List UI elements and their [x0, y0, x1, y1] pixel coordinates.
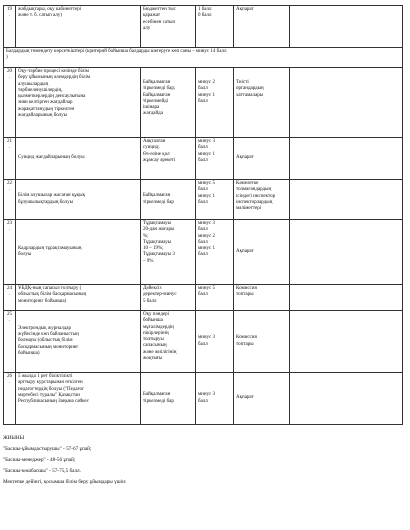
criterion-cell: Оқу-тәрбие процесі кезінде білім беру ұйымының әлемдердің білім алушылардың тәрбиеленушілердің, қызметкерлердің денсаулығына зиян келтірген жағдайлар жарақаттанудың тіркелген жағдайларының болуы	[16, 68, 141, 138]
indicator-cell: Байқалмаған тіркелмеді бар	[141, 180, 196, 220]
source-cell: Комиссия топтары	[234, 285, 290, 311]
empty-cell	[290, 180, 403, 220]
score-cell: минус 5 балл минус 1 балл	[196, 180, 234, 220]
source-cell: Ақпарат	[234, 138, 290, 180]
source-cell: Ақпарат	[234, 373, 290, 425]
totals-notes	[3, 433, 403, 488]
row-number: 25 .	[4, 311, 16, 373]
empty-cell	[290, 285, 403, 311]
totals-line: "Басшы-көшбасшы" - 57-75,5 балл.	[3, 468, 81, 474]
score-cell: минус 3 балл минус 2 балл минус 1 балл	[196, 220, 234, 285]
empty-cell	[290, 6, 403, 48]
empty-cell	[290, 138, 403, 180]
row-number: 23 .	[4, 220, 16, 285]
totals-line: Мектепке дейінгі, қосымша білім беру ұйымдары үшін:	[3, 479, 127, 485]
score-cell: минус 5 балл	[196, 285, 234, 311]
criterion-cell: Суицид жағдайларының болуы	[16, 138, 141, 180]
totals-line: "Басшы-менеджер" - 48-56 ұпай;	[3, 457, 76, 463]
score-cell: минус 3 балл	[196, 373, 234, 425]
score-cell: минус 3 балл	[196, 311, 234, 373]
source-cell: Кәмелетке толмағандардың ісіндегі инспектор інспекторлардың мәліметтері	[234, 180, 290, 220]
table-row	[4, 373, 403, 425]
section-header-row	[4, 48, 403, 68]
score-cell: минус 3 балл минус 1 балл	[196, 138, 234, 180]
criterion-cell: Білім алушылар жасаған құқық бұзушылықтардың болуы	[16, 180, 141, 220]
criterion-cell: 5 жылда 1 рет біліктілікті арттыру курстарынан өткізген педагогтердің болуы ("Педагог мәртебесі туралы" Қазақстан Республикасының Заңына сәйкес	[16, 373, 141, 425]
score-cell: 1 балл 0 балл	[196, 6, 234, 48]
row-number: 20 .	[4, 68, 16, 138]
table-row	[4, 311, 403, 373]
table-row	[4, 285, 403, 311]
indicator-cell: Оқу пәндері бойынша мұғалімдердің пікірлерінің толтыруы сапасының және жиілігінің жоқтығы	[141, 311, 196, 373]
indicator-cell: Аяқталған суицид; Өз-өзіне қол жұмсау әрекеті	[141, 138, 196, 180]
criterion-cell: Кадрлардың тұрақтамауының болуы	[16, 220, 141, 285]
table-row	[4, 180, 403, 220]
empty-cell	[290, 220, 403, 285]
indicator-cell: Бюджеттен тыс қаражат есебінен сатып алу	[141, 6, 196, 48]
indicator-cell: Тұрақтамауы 20-дан жоғары %; Тұрақтамауы 10 – 19%; Тұрақтамауы 3 – 9%	[141, 220, 196, 285]
criterion-cell: ҰБДҚ-ның сапасыз толтыру ( облыстық білім басқармасының мониторинг бойынша)	[16, 285, 141, 311]
row-number: 22 .	[4, 180, 16, 220]
row-number: 21 .	[4, 138, 16, 180]
empty-cell	[290, 68, 403, 138]
criterion-cell: жабдықтары, оқу кабинеттері және т. б. сатып алу)	[16, 6, 141, 48]
source-cell: Ақпарат	[234, 220, 290, 285]
criteria-table	[3, 5, 403, 425]
totals-heading: ЖИЫНЫ	[3, 435, 25, 441]
indicator-cell: Дәйексіз деректер-минус 5 балл	[141, 285, 196, 311]
row-number: 19 .	[4, 6, 16, 48]
table-row	[4, 68, 403, 138]
row-number: 24 .	[4, 285, 16, 311]
score-cell: минус 2 балл минус 1 балл	[196, 68, 234, 138]
table-row	[4, 6, 403, 48]
indicator-cell: Байқалмаған тіркелмеді бар	[141, 373, 196, 425]
indicator-cell: Байқалмаған тіркелмеді бар; Байқалмаған тіркелмейді ішінара жағдайда	[141, 68, 196, 138]
source-cell: Ақпарат	[234, 6, 290, 48]
penalty-section-header: Балдардың төмендету көрсеткіштері (критерий бойынша балдарды шегеруге көп саны – минус 14 балл )	[4, 48, 403, 68]
row-number: 26 .	[4, 373, 16, 425]
criterion-cell: Электрондық журналдар жүйесінде көп байланыстың болмауы (облыстық білім басқармасының мониторинг бойынша)	[16, 311, 141, 373]
table-row	[4, 220, 403, 285]
source-cell: Тиісті органдардың хаттамалары	[234, 68, 290, 138]
empty-cell	[290, 373, 403, 425]
source-cell: Комиссия топтары	[234, 311, 290, 373]
totals-line: "Басшы-ұйымдастырушы" - 57-67 ұпай;	[3, 446, 92, 452]
table-row	[4, 138, 403, 180]
empty-cell	[290, 311, 403, 373]
